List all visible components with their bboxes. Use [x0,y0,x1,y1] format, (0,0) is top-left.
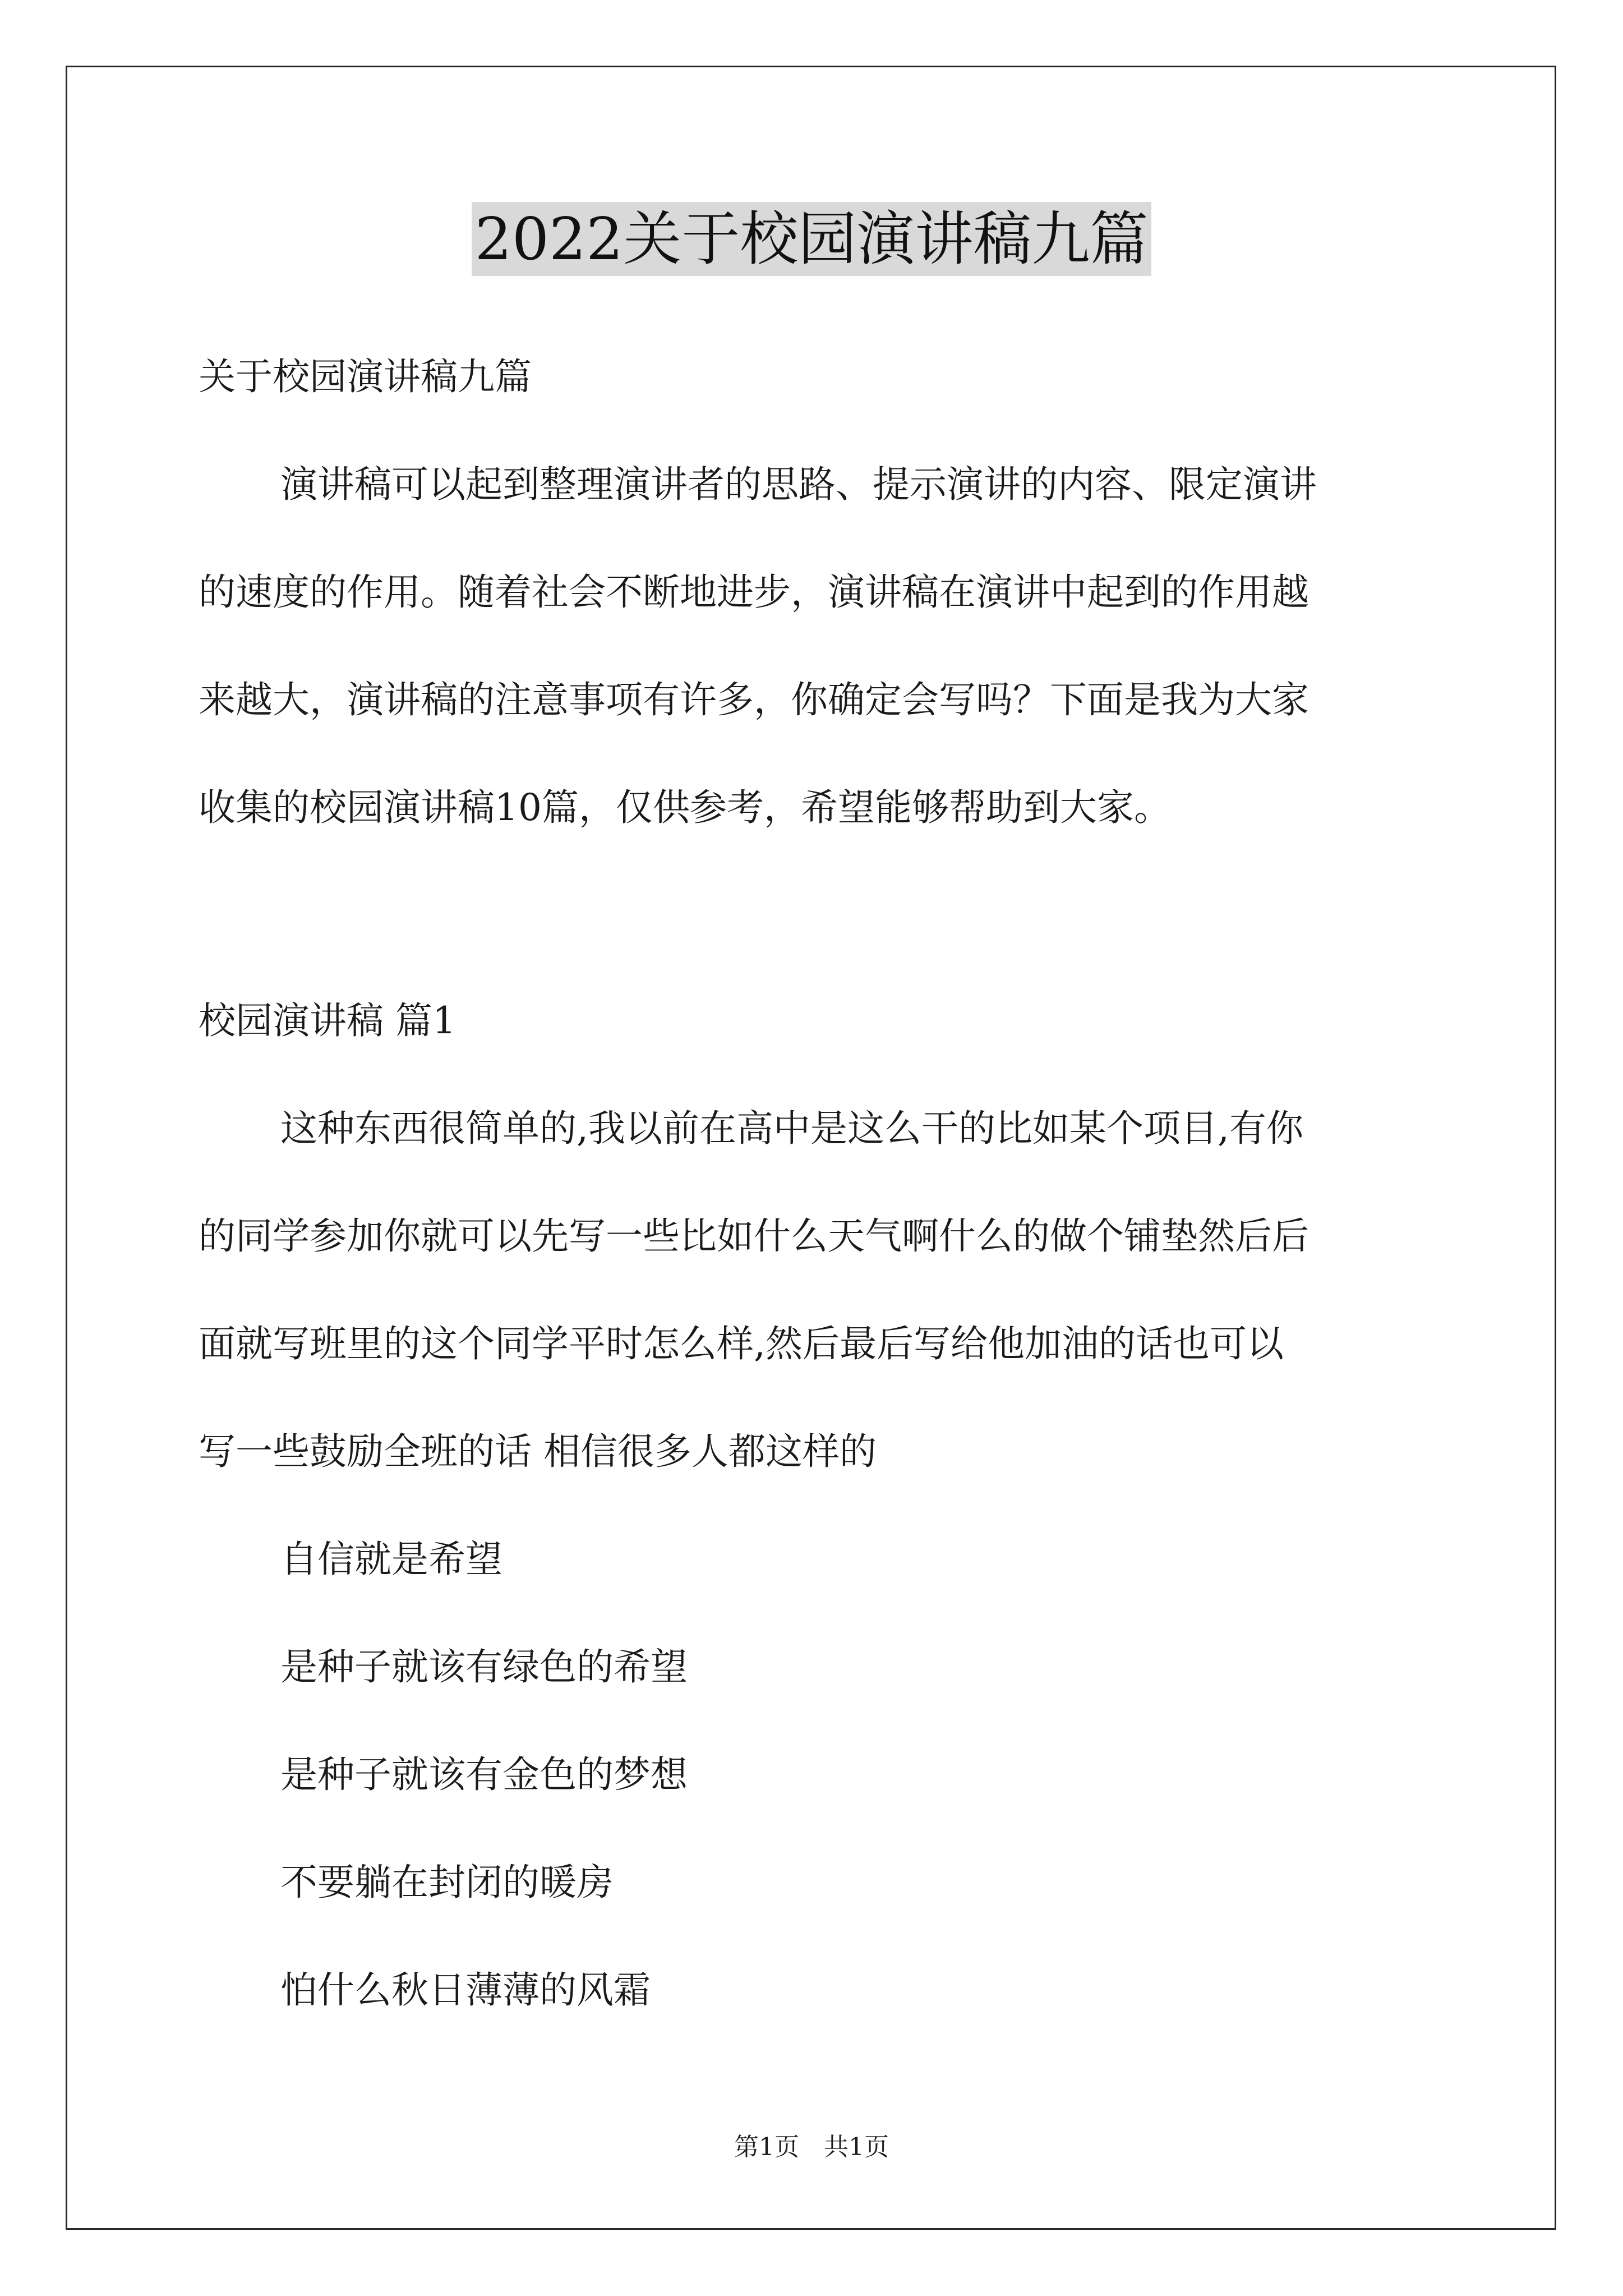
body-line-3: 面就写班里的这个同学平时怎么样,然后最后写给他加油的话也可以 [199,1322,1284,1365]
title-container [0,202,1623,276]
poem-line-2: 是种子就该有绿色的希望 [280,1645,688,1688]
poem-line-1: 自信就是希望 [280,1538,502,1581]
intro-line-2: 的速度的作用。随着社会不断地进步，演讲稿在演讲中起到的作用越 [199,570,1309,614]
subtitle: 关于校园演讲稿九篇 [199,355,532,398]
page-footer: 第1页 共1页 [734,2133,889,2161]
body-line-2: 的同学参加你就可以先写一些比如什么天气啊什么的做个铺垫然后后 [199,1214,1309,1258]
section-heading: 校园演讲稿 篇1 [199,999,456,1042]
body-line-1: 这种东西很简单的,我以前在高中是这么干的比如某个项目,有你 [280,1107,1303,1150]
intro-line-3: 来越大，演讲稿的注意事项有许多，你确定会写吗？下面是我为大家 [199,678,1309,721]
intro-line-4: 收集的校园演讲稿10篇，仅供参考，希望能够帮助到大家。 [199,786,1171,829]
document-title: 2022关于校园演讲稿九篇 [472,202,1152,276]
poem-line-5: 怕什么秋日薄薄的风霜 [280,1968,651,2012]
intro-line-1: 演讲稿可以起到整理演讲者的思路、提示演讲的内容、限定演讲 [280,463,1317,506]
body-line-4: 写一些鼓励全班的话 相信很多人都这样的 [199,1430,877,1473]
poem-line-3: 是种子就该有金色的梦想 [280,1753,688,1796]
poem-line-4: 不要躺在封闭的暖房 [280,1861,614,1904]
